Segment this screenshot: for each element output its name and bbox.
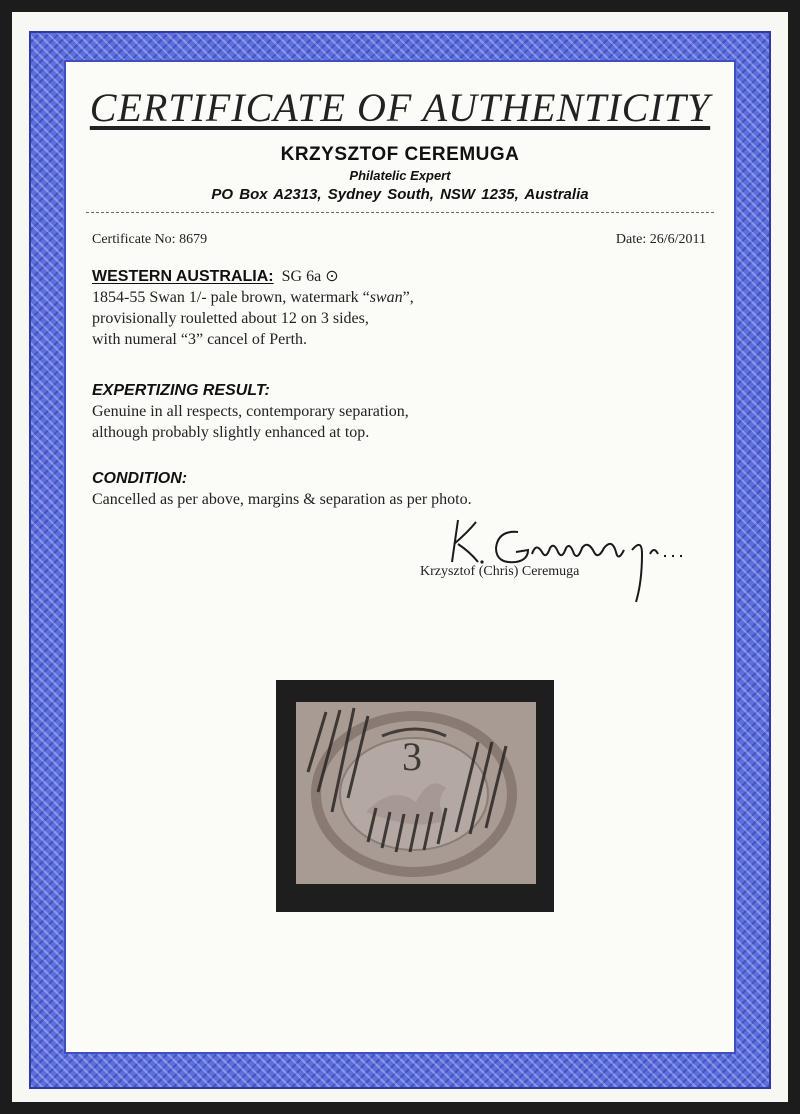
item-line-1-end: ”, [402,289,414,306]
cancel-numeral: 3 [402,734,422,779]
condition-heading: CONDITION: [92,470,188,487]
stamp-design-image [296,702,536,884]
condition-text: Cancelled as per above, margins & separation as per photo. [92,491,472,508]
expertizing-section [92,380,712,443]
handwritten-signature [446,502,706,612]
item-description [92,266,712,350]
signatory-name: Krzysztof (Chris) Ceremuga [420,564,580,579]
country-label: WESTERN AUSTRALIA: [92,268,274,285]
item-line-3: with numeral “3” cancel of Perth. [92,331,308,348]
expertizing-heading: EXPERTIZING RESULT: [92,382,270,399]
expert-role: Philatelic Expert [349,168,451,183]
certificate-number: Certificate No: 8679 [92,232,208,247]
stamp-photo [276,680,554,912]
expertizing-line-2: although probably slightly enhanced at top. [92,424,370,441]
expert-address: PO Box A2313, Sydney South, NSW 1235, Australia [211,186,589,203]
catalogue-number: SG 6a [281,268,322,285]
item-line-1 [92,287,712,308]
expert-name: KRZYSZTOF CEREMUGA [280,144,520,165]
used-symbol-icon: ⊙ [325,268,339,285]
item-heading-line [92,266,712,287]
certificate-title: CERTIFICATE OF AUTHENTICITY [89,85,711,130]
item-line-2: provisionally rouletted about 12 on 3 sides, [92,310,369,327]
certificate-date: Date: 26/6/2011 [615,232,706,247]
expertizing-line-1: Genuine in all respects, contemporary separation, [92,403,409,420]
certificate-body [64,60,736,1054]
watermark-name: swan [369,289,403,306]
item-line-1-text: 1854-55 Swan 1/- pale brown, watermark “ [92,289,370,306]
swan-stamp [296,702,536,884]
header-divider [86,212,714,213]
